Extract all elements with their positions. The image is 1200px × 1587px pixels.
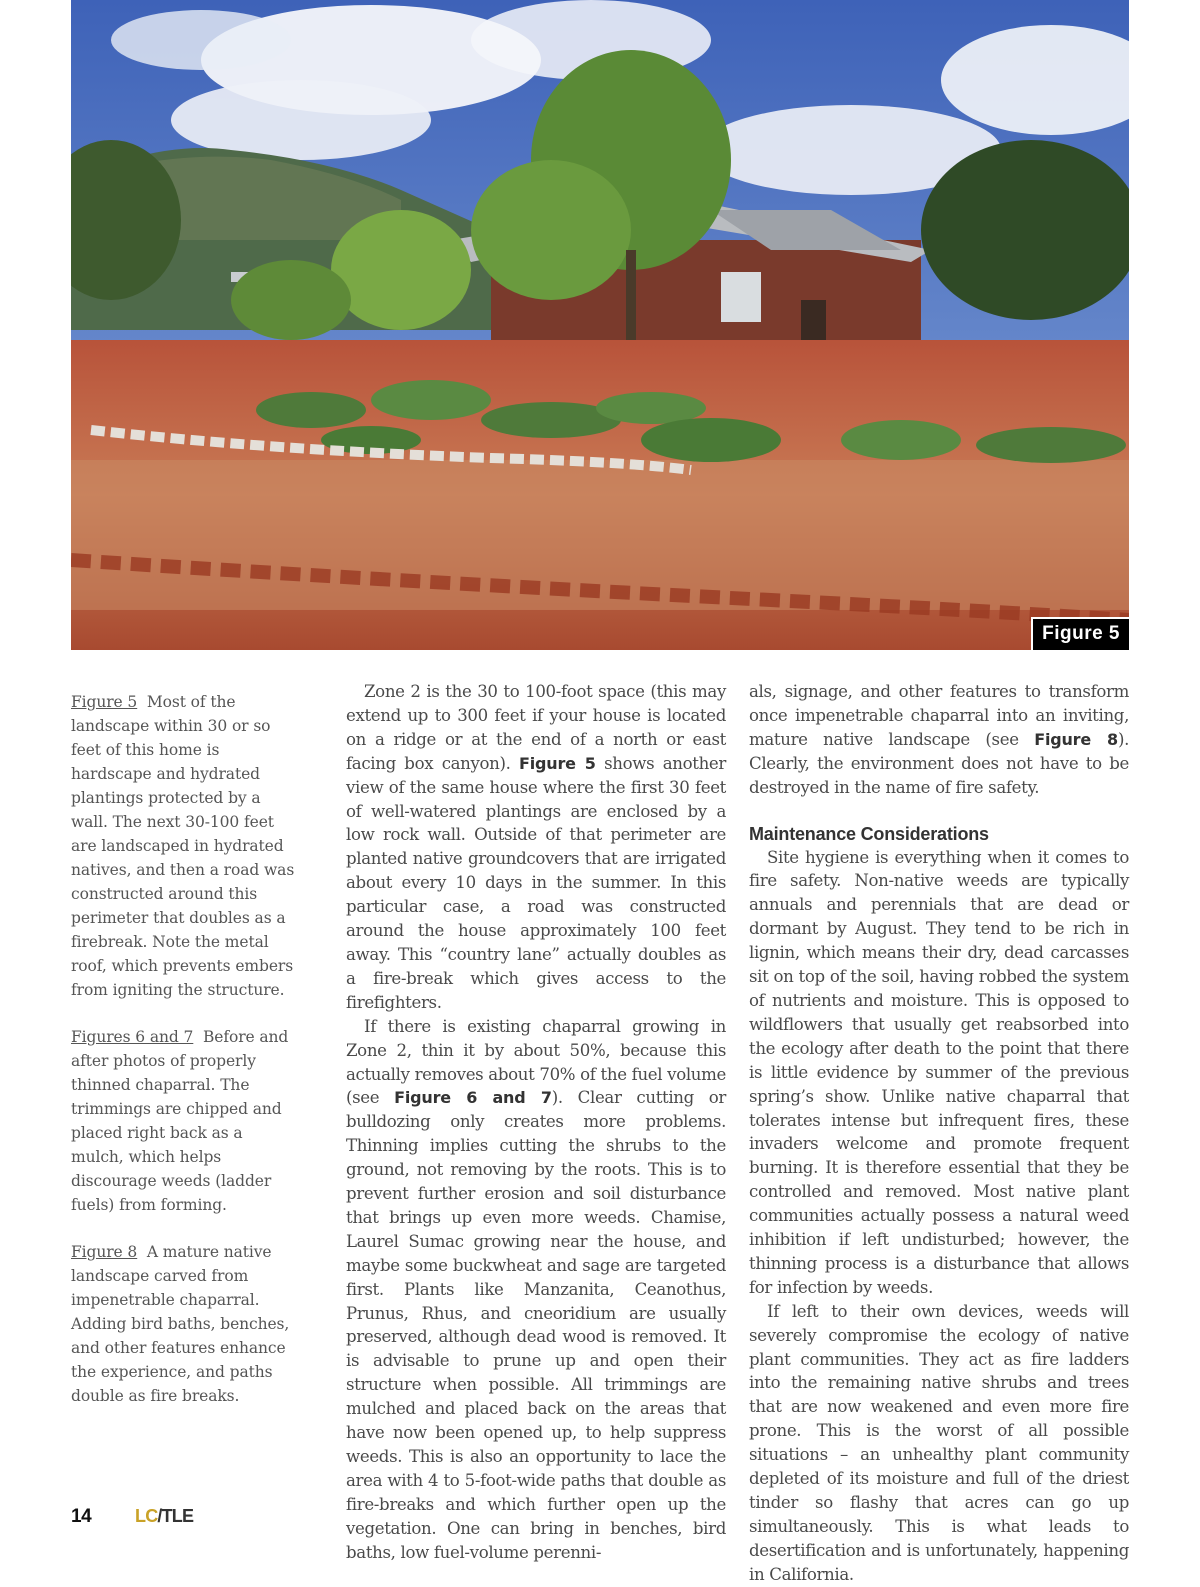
caption-text: A mature native landscape carved from impenetrable chaparral. Adding bird baths, benches, and other features enhance the experience, and paths double as fire breaks. xyxy=(71,1243,290,1405)
pub-slash: / xyxy=(157,1506,162,1526)
figure-reference: Figure 5 xyxy=(519,753,596,773)
body-paragraph: Site hygiene is everything when it comes to fire safety. Non-native weeds are typically annuals and perennials that are dead or dormant by August. They tend to be rich in lignin, which means their dry, dead carcasses sit on top of the soil, having robbed the system of nutrients and moisture. This is opposed to wildflowers that usually get reabsorbed into the ecology after death to the point that there is little evidence by summer of the previous spring’s show. Unlike native chaparral that tolerates intense but infrequent fires, these invaders welcome and promote frequent burning. It is therefore essential that they be controlled and removed. Most native plant communities actually possess a natural weed inhibition if left undisturbed; however, the thinning process is a disturbance that allows for infection by weeds. xyxy=(749,847,1129,1297)
text-run: ). Clear cutting or bulldozing only creates more problems. Thinning implies cutting the shrubs to the ground, not removing by the roots. This is to prevent further erosion and soil disturbance that brings up even more weeds. Chamise, Laurel Sumac growing near the house, and maybe some buckwheat and sage are targeted first. Plants like Manzanita, Ceanothus, Prunus, Rhus, and cneoridium are usually preserved, although dead wood is removed. It is advisable to prune up and open their structure when possible. All trimmings are mulched and placed back on the areas that have now been opened up, to help suppress weeds. This is also an opportunity to lace the area with 4 to 5-foot-wide paths that double as fire-breaks and which further open up the vegetation. One can bring in benches, bird baths, low fuel-volume perenni- xyxy=(346,1088,726,1562)
text-run: ). Clearly, the environment does not have to be destroyed in the name of fire safety. xyxy=(749,729,1130,797)
caption-text: Before and after photos of properly thinned chaparral. The trimmings are chipped and placed right back as a mulch, which helps discourage weeds (ladder fuels) from forming. xyxy=(71,1028,289,1214)
text-run: If there is existing chaparral growing in Zone 2, thin it by about 50%, because this actually removes about 70% of the fuel volume (see xyxy=(346,1016,726,1108)
publication-name xyxy=(135,1506,193,1527)
figure-captions xyxy=(71,690,299,1431)
page-number: 14 xyxy=(71,1506,92,1527)
pub-lc: LC xyxy=(135,1506,158,1526)
pub-tle: TLE xyxy=(161,1506,194,1526)
caption-text: Most of the landscape within 30 or so feet of this home is hardscape and hydrated plantings protected by a wall. The next 30-100 feet are landscaped in hydrated natives, and then a road was constructed around this perimeter that doubles as a firebreak. Note the metal roof, which prevents embers from igniting the structure. xyxy=(71,693,295,999)
caption-figure-5 xyxy=(71,690,299,1002)
caption-ref: Figure 5 xyxy=(71,693,138,711)
body-paragraph xyxy=(346,680,726,1015)
figure-reference: Figure 8 xyxy=(1034,729,1118,749)
text-run: Zone 2 is the 30 to 100-foot space (this may extend up to 300 feet if your house is located on a ridge or at the end of a north or east facing box canyon). xyxy=(346,682,726,773)
body-paragraph: If left to their own devices, weeds will severely compromise the ecology of native plant communities. They act as fire ladders into the remaining native shrubs and trees that are now weakened and even more fire prone. This is the worst of all possible situations – an unhealthy plant community depleted of its moisture and full of the driest tinder so flashy that acres can go up simultaneously. This is what leads to desertification and is unfortunately, happening in California. xyxy=(749,1301,1129,1584)
landscape-photo-icon xyxy=(71,0,1129,650)
body-column-1 xyxy=(346,680,726,1565)
text-run: shows another view of the same house where the first 30 feet of well-watered plantings are enclosed by a low rock wall. Outside of that perimeter are planted native groundcovers that are irrigated about every 10 days in the summer. In this particular case, a road was constructed around the house approximately 100 feet away. This “country lane” actually doubles as a fire-break which gives access to the firefighters. xyxy=(346,753,726,1012)
section-heading: Maintenance Considerations xyxy=(749,823,989,844)
body-paragraph xyxy=(749,680,1129,800)
figure-reference: Figure 6 and 7 xyxy=(394,1088,552,1108)
body-column-2 xyxy=(749,680,1129,1587)
body-paragraph xyxy=(346,1015,726,1565)
figure-5-photo xyxy=(71,0,1129,650)
figure-label: Figure 5 xyxy=(1031,617,1129,650)
caption-ref: Figures 6 and 7 xyxy=(71,1028,194,1046)
caption-ref: Figure 8 xyxy=(71,1243,138,1261)
text-run: als, signage, and other features to transform once impenetrable chaparral into an inviting, mature native landscape (see xyxy=(749,682,1129,749)
caption-figure-8 xyxy=(71,1240,299,1408)
caption-figures-6-7 xyxy=(71,1025,299,1217)
